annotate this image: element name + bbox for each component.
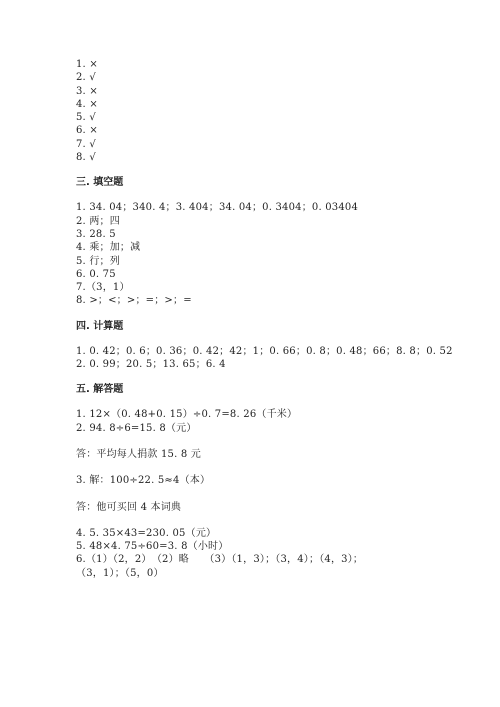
answer-line: 4. ×	[76, 98, 98, 110]
section-heading-calculation: 四. 计算题	[76, 320, 124, 332]
answer-line: 2. 94. 8÷6=15. 8（元）	[76, 422, 197, 434]
fill-blank-answers	[76, 201, 426, 307]
answer-line: 2. 0. 99；20. 5；13. 65；6. 4	[76, 359, 226, 371]
answer-line: 6. ×	[76, 125, 98, 137]
answer-line: （3，1）；（5，0）	[76, 567, 164, 579]
answer-line: 7.（3，1）	[76, 282, 130, 294]
answer-line: 4. 乘；加；减	[76, 242, 141, 254]
section-heading-word-problems: 五. 解答题	[76, 384, 124, 396]
answer-page	[76, 58, 453, 580]
answer-line: 6. 0. 75	[76, 268, 116, 280]
answer-line: 1. 34. 04；340. 4；3. 404；34. 04；0. 3404；0. 03404	[76, 202, 359, 214]
answer-line: 3. 解：100÷22. 5≈4（本）	[76, 475, 211, 487]
calculation-answers	[76, 345, 453, 372]
answer-line: 5. 48×4. 75÷60=3. 8（小时）	[76, 541, 229, 553]
answer-line: 2. 两；四	[76, 215, 120, 227]
answer-line: 1. ×	[76, 59, 98, 70]
answer-line: 8. √	[76, 152, 96, 164]
answer-line: 2. √	[76, 72, 96, 84]
answer-line: 5. 行；列	[76, 255, 120, 267]
answer-line: 7. √	[76, 138, 96, 150]
answer-conclusion: 答：平均每人捐款 15. 8 元	[76, 448, 202, 460]
answer-line: 3. ×	[76, 85, 98, 97]
answer-line: 8. >；<；>；=；>；=	[76, 295, 192, 307]
answer-line: 3. 28. 5	[76, 228, 116, 240]
word-problem-answers	[76, 408, 426, 580]
answer-line: 4. 5. 35×43=230. 05（元）	[76, 527, 217, 539]
answer-conclusion: 答：他可买回 4 本词典	[76, 501, 182, 513]
answer-line: 5. √	[76, 112, 96, 124]
answer-line: 1. 0. 42；0. 6；0. 36；0. 42；42；1；0. 66；0. 8；0. 48；66；8. 8；0. 52	[76, 345, 453, 357]
answer-line: 1. 12×（0. 48+0. 15）÷0. 7=8. 26（千米）	[76, 409, 298, 421]
section-heading-fill-blank: 三. 填空题	[76, 177, 124, 189]
answer-line: 6.（1）（2，2） （2）略 （3）（1，3）；（3，4）；（4，3）；	[76, 554, 364, 566]
judgement-answers	[76, 58, 426, 164]
